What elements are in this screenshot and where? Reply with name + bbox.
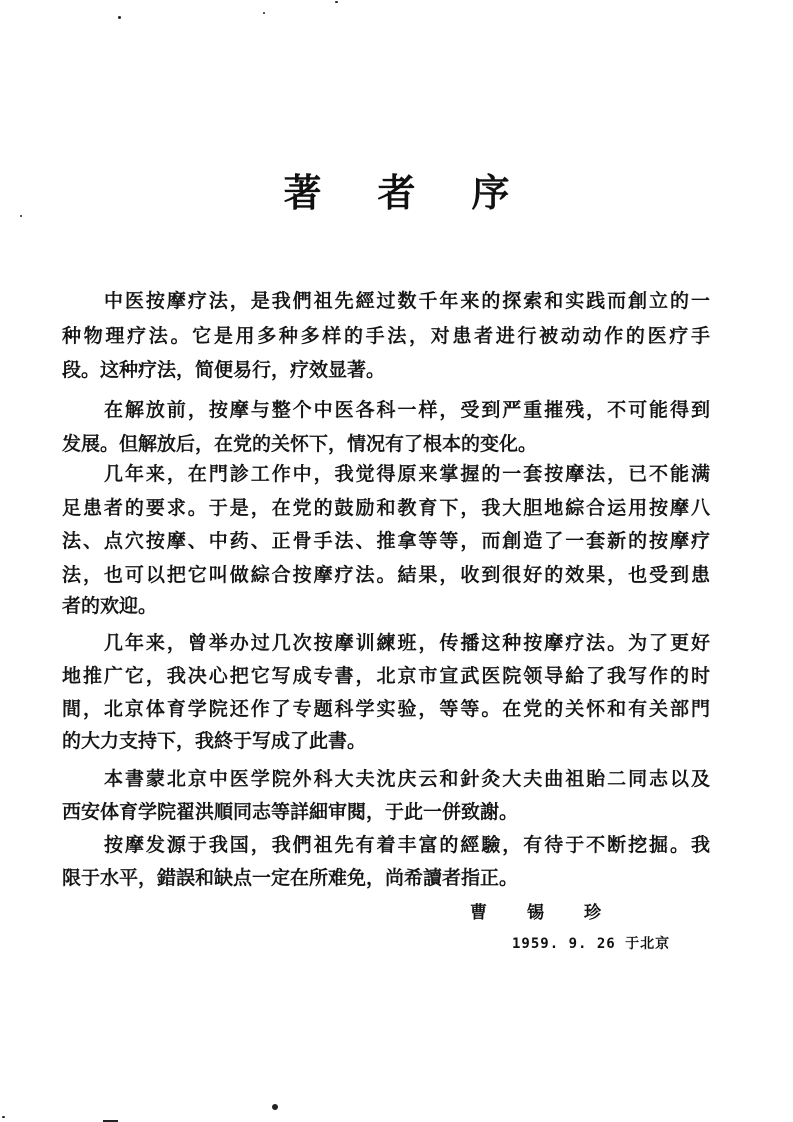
scan-speck (2, 1116, 5, 1118)
text-line: 法、点穴按摩、中药、正骨手法、推拿等等，而創造了一套新的按摩疗 (62, 530, 710, 552)
text-line: 足患者的要求。于是，在党的鼓励和教育下，我大胆地綜合运用按摩八 (62, 497, 710, 519)
text-line: 者的欢迎。 (62, 595, 158, 617)
title-char: 著 (283, 170, 322, 215)
title-char: 者 (377, 170, 416, 215)
signature-char: 珍 (584, 903, 601, 923)
text-line: 西安体育学院翟洪順同志等詳細审閱，于此一併致謝。 (62, 801, 519, 823)
scan-speck (20, 215, 22, 217)
date-location: 1959. 9. 26 于北京 (512, 936, 671, 952)
text-line: 种物理疗法。它是用多种多样的手法，对患者进行被动动作的医疗手 (62, 325, 710, 347)
signature-char: 锡 (527, 903, 544, 923)
author-signature (470, 898, 601, 923)
text-line: 几年来，在門診工作中，我觉得原来掌握的一套按摩法，已不能满 (104, 463, 710, 485)
scan-speck (118, 16, 121, 19)
text-line: 法，也可以把它叫做綜合按摩疗法。結果，收到很好的效果，也受到患 (62, 564, 710, 586)
text-line: 段。这种疗法，简便易行，疗效显著。 (62, 359, 386, 381)
text-line: 几年来，曾举办过几次按摩训練班，传播这种按摩疗法。为了更好 (104, 632, 710, 654)
scan-speck (263, 12, 265, 14)
scan-speck (335, 1, 338, 3)
text-line: 在解放前，按摩与整个中医各科一样，受到严重摧残，不可能得到 (104, 399, 710, 421)
text-line: 本書蒙北京中医学院外科大夫沈庆云和針灸大夫曲祖貽二同志以及 (104, 768, 710, 790)
title-char: 序 (471, 170, 510, 215)
text-line: 限于水平，錯誤和缺点一定在所难免，尚希讀者指正。 (62, 867, 519, 889)
text-line: 发展。但解放后，在党的关怀下，情况有了根本的变化。 (62, 433, 538, 455)
page-title (0, 162, 793, 217)
text-line: 地推广它，我决心把它写成专書，北京市宣武医院领导給了我写作的时 (62, 665, 710, 687)
scan-speck (272, 1104, 278, 1110)
text-line: 中医按摩疗法，是我們祖先經过数千年来的探索和实践而創立的一 (104, 290, 710, 312)
text-line: 的大力支持下，我終于写成了此書。 (62, 730, 367, 752)
signature-char: 曹 (470, 903, 487, 923)
text-line: 間，北京体育学院还作了专题科学实验，等等。在党的关怀和有关部門 (62, 698, 710, 720)
text-line: 按摩发源于我国，我們祖先有着丰富的經驗，有待于不断挖掘。我 (104, 834, 710, 856)
